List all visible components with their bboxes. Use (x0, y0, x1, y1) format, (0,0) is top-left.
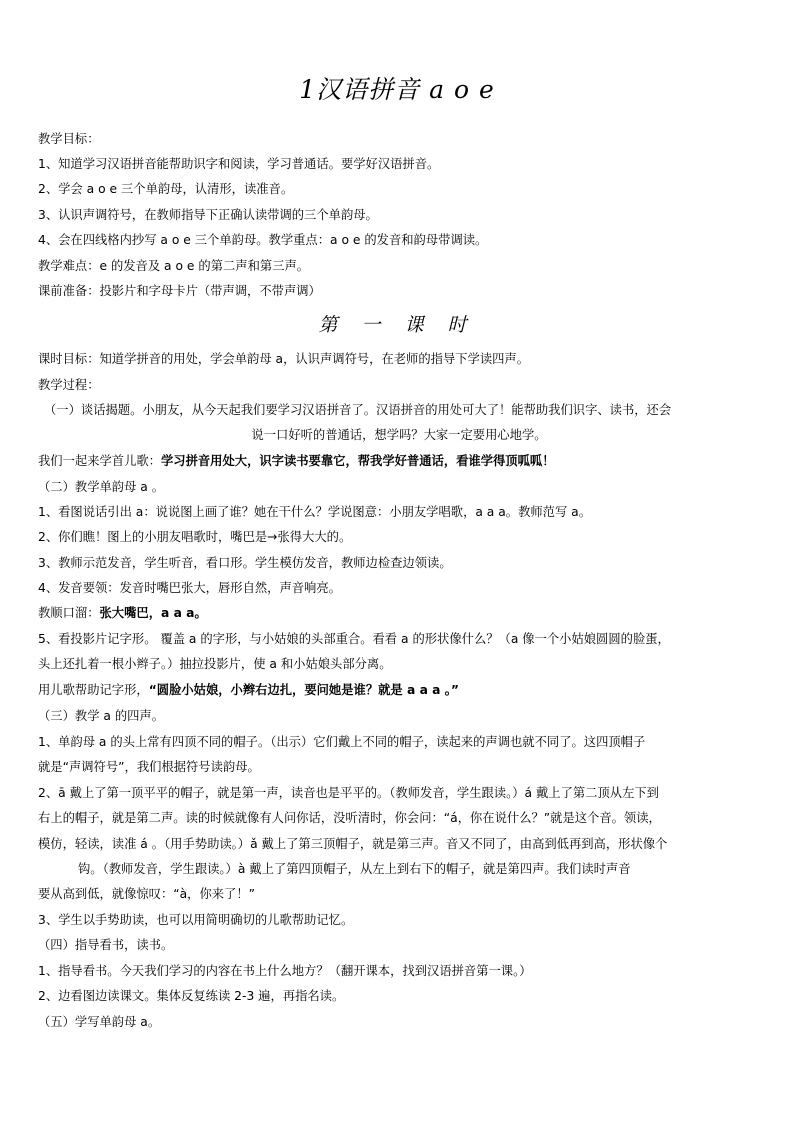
objective-2: 2、学会 a o e 三个单韵母，认清形，读准音。 (38, 182, 294, 196)
p3-item-2-line3: 模仿，轻读，读准 á 。（用手势助读。）ǎ 戴上了第三顶帽子，就是第三声。音又不同了，由高到低再到高，形状像个 (38, 837, 668, 851)
rhyme-text: “圆脸小姑娘，小辫右边扎，要问她是谁？就是 a a a 。” (148, 683, 459, 697)
p2-item-2: 2、你们瞧！图上的小朋友唱歌时，嘴巴是→张得大大的。 (38, 530, 352, 544)
chant-line (38, 605, 760, 622)
part2-heading: （二）教学单韵母 a 。 (38, 480, 165, 494)
p3-item-3: 3、学生以手势助读，也可以用简明确切的儿歌帮助记忆。 (38, 913, 354, 927)
song-line (38, 453, 760, 470)
section-subtitle: 第 一 课 时 (318, 314, 476, 336)
chant-prefix: 教顺口溜： (38, 606, 100, 620)
chant-text: 张大嘴巴，a a a。 (99, 606, 207, 620)
preparation: 课前准备：投影片和字母卡片（带声调，不带声调） (38, 284, 321, 298)
lesson-title: 1汉语拼音 a o e (299, 75, 495, 104)
difficulty: 教学难点：e 的发音及 a o e 的第二声和第三声。 (38, 259, 310, 273)
p2-item-3: 3、教师示范发音，学生听音，看口形。学生模仿发音，教师边检查边领读。 (38, 556, 452, 570)
objective-1: 1、知道学习汉语拼音能帮助识字和阅读，学习普通话。要学好汉语拼音。 (38, 157, 440, 171)
p2-item-5-line2: 头上还扎着一根小辫子。）抽拉投影片，使 a 和小姑娘头部分离。 (38, 657, 392, 671)
part1-line2: 说一口好听的普通话，想学吗？大家一定要用心地学。 (251, 428, 547, 442)
p3-item-2-line5: 要从高到低，就像惊叹：“à，你来了！” (38, 887, 256, 901)
rhyme-prefix: 用儿歌帮助记字形， (38, 683, 149, 697)
p3-item-2-line2: 右上的帽子，就是第二声。读的时候就像有人问你话，没听清时，你会问：“á，你在说什么？”就是这个音。领读， (38, 811, 661, 825)
lesson-goal: 课时目标：知道学拼音的用处，学会单韵母 a，认识声调符号，在老师的指导下学读四声。 (38, 352, 530, 366)
objective-4: 4、会在四线格内抄写 a o e 三个单韵母。教学重点：a o e 的发音和韵母带调读。 (38, 233, 488, 247)
p2-item-4: 4、发音要领：发音时嘴巴张大，唇形自然，声音响亮。 (38, 581, 341, 595)
rhyme-line (38, 682, 760, 699)
p3-item-1-line2: 就是“声调符号”，我们根据符号读韵母。 (38, 760, 260, 774)
process-label: 教学过程： (38, 378, 100, 392)
p2-item-1: 1、看图说话引出 a：说说图上画了谁？她在干什么？学说图意：小朋友学唱歌，a a a。教师范写 a。 (38, 505, 592, 519)
objectives-label: 教学目标： (38, 132, 100, 146)
part5-heading: （五）学写单韵母 a。 (38, 1015, 161, 1029)
p3-item-2-line4: 钩。（教师发音，学生跟读。）à 戴上了第四顶帽子，从左上到右下的帽子，就是第四声。我们读时声音 (78, 862, 631, 876)
p3-item-2-line1: 2、ā 戴上了第一顶平平的帽子，就是第一声，读音也是平平的。（教师发音，学生跟读。）á 戴上了第二顶从左下到 (38, 786, 659, 800)
p4-item-1: 1、指导看书。今天我们学习的内容在书上什么地方？（翻开课本，找到汉语拼音第一课。） (38, 964, 532, 978)
objective-3: 3、认识声调符号，在教师指导下正确认读带调的三个单韵母。 (38, 208, 378, 222)
song-prefix: 我们一起来学首儿歌： (38, 454, 161, 468)
p4-item-2: 2、边看图边读课文。集体反复练读 2-3 遍，再指名读。 (38, 989, 345, 1003)
part1-line1: （一）谈话揭题。小朋友，从今天起我们要学习汉语拼音了。汉语拼音的用处可大了！能帮助我们识字、读书，还会 (44, 403, 672, 417)
part3-heading: （三）教学 a 的四声。 (38, 709, 165, 723)
p2-item-5-line1: 5、看投影片记字形。 覆盖 a 的字形，与小姑娘的头部重合。看看 a 的形状像什么？（a 像一个小姑娘圆圆的脸蛋， (38, 632, 670, 646)
part4-heading: （四）指导看书，读书。 (38, 938, 174, 952)
p3-item-1-line1: 1、单韵母 a 的头上常有四顶不同的帽子。（出示）它们戴上不同的帽子，读起来的声调也就不同了。这四顶帽子 (38, 735, 646, 749)
song-text: 学习拼音用处大，识字读书要靠它，帮我学好普通话，看谁学得顶呱呱！ (160, 454, 555, 468)
